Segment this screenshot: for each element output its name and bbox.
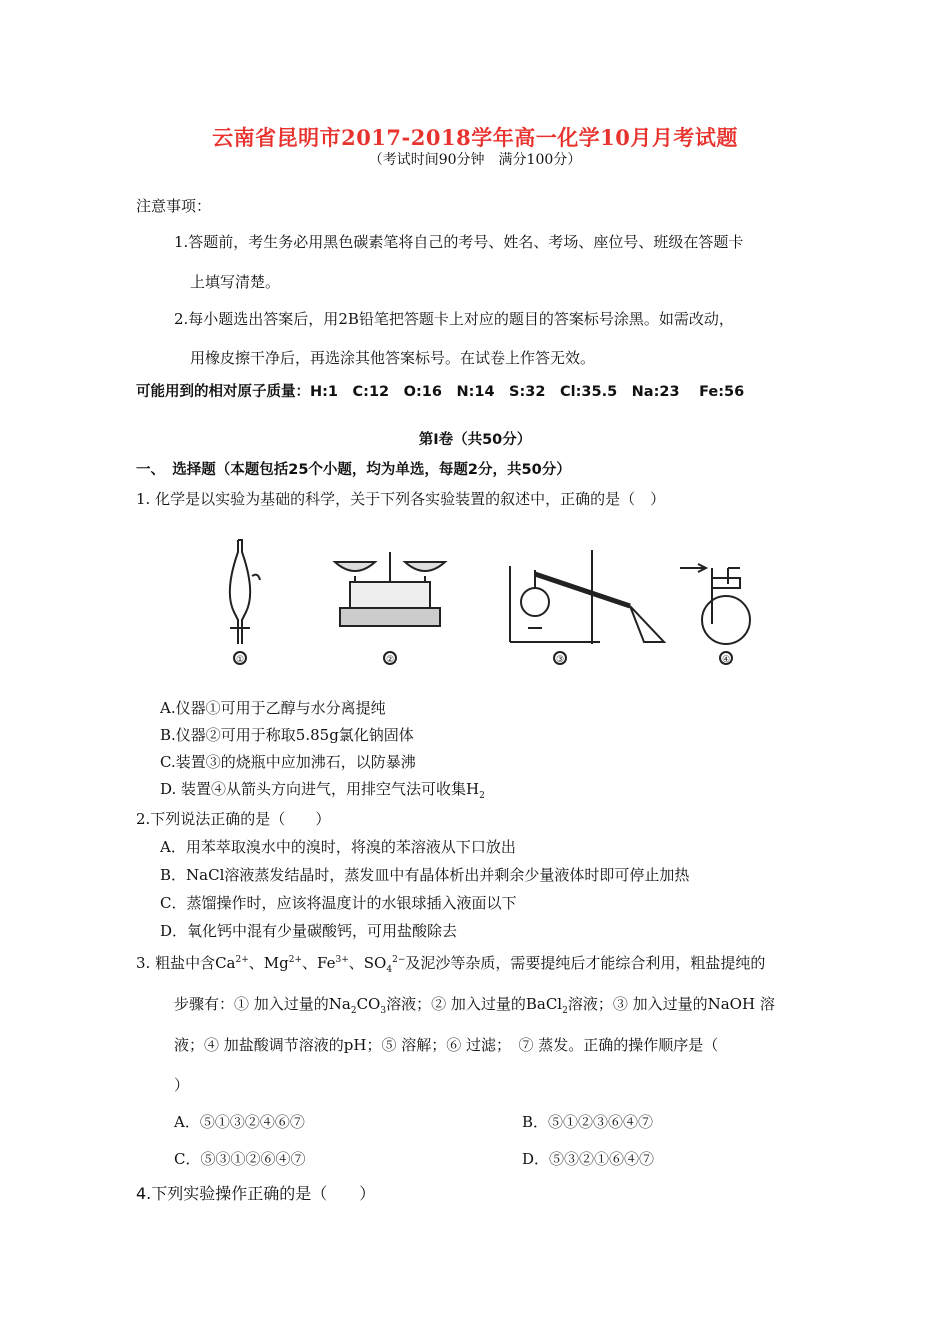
- q3-text: 溶液；② 加入过量的BaCl: [386, 995, 563, 1013]
- q3-option-b: B．⑤①②③⑥④⑦: [522, 1113, 654, 1131]
- ion-charge: 2−: [392, 955, 406, 965]
- q3-text: 溶液；③ 加入过量的NaOH 溶: [567, 995, 775, 1013]
- q3-text: 及泥沙等杂质，需要提纯后才能综合利用，粗盐提纯的: [405, 954, 766, 972]
- question-2-stem: 2.下列说法正确的是（ ）: [136, 810, 331, 828]
- figure-label-3: ③: [556, 655, 565, 665]
- q3-text: 步骤有：① 加入过量的Na: [174, 995, 351, 1013]
- atomic-mass-line: 可能用到的相对原子质量：H:1 C:12 O:16 N:14 S:32 Cl:35.5 Na:23 Fe:56: [136, 384, 745, 400]
- q1-option-c: C.装置③的烧瓶中应加沸石，以防暴沸: [160, 753, 416, 771]
- h2-subscript: 2: [479, 791, 485, 801]
- ion-charge: 3+: [335, 955, 349, 965]
- notice-item-1: 1.答题前，考生务必用黑色碳素笔将自己的考号、姓名、考场、座位号、班级在答题卡: [174, 233, 744, 251]
- exam-info: （考试时间90分钟 满分100分）: [368, 152, 582, 168]
- notice-item-1-cont: 上填写清楚。: [190, 273, 281, 291]
- q2-option-c: C．蒸馏操作时，应该将温度计的水银球插入液面以下: [160, 894, 517, 912]
- distillation-apparatus-icon: [510, 550, 664, 664]
- part-title: 一、 选择题（本题包括25个小题，均为单选，每题2分，共50分）: [136, 462, 571, 478]
- subscript: 2: [350, 1006, 357, 1016]
- q2-option-a: A．用苯萃取溴水中的溴时，将溴的苯溶液从下口放出: [160, 838, 516, 856]
- gas-collection-flask-icon: [680, 564, 750, 664]
- ion-charge: 2+: [235, 955, 249, 965]
- q3-text: 、Mg: [248, 954, 289, 972]
- q3-text: 、SO: [348, 954, 387, 972]
- q3-option-d: D．⑤③②①⑥④⑦: [522, 1150, 655, 1168]
- question-4-stem: 4.下列实验操作正确的是（ ）: [136, 1184, 376, 1203]
- question-3-stem: [136, 952, 765, 975]
- q2-option-b: B．NaCl溶液蒸发结晶时，蒸发皿中有晶体析出并剩余少量液体时即可停止加热: [160, 866, 690, 884]
- ion-charge: 2+: [288, 955, 303, 965]
- question-3-line-4: ）: [174, 1076, 190, 1094]
- subscript: 3: [380, 1006, 387, 1016]
- question-3-line-3: 液；④ 加盐酸调节溶液的pH；⑤ 溶解；⑥ 过滤； ⑦ 蒸发。正确的操作顺序是（: [174, 1036, 719, 1054]
- q3-text: CO: [356, 995, 381, 1013]
- q1-option-d-text: D. 装置④从箭头方向进气，用排空气法可收集H: [160, 780, 480, 798]
- figure-label-1: ①: [236, 655, 245, 665]
- q1-option-b: B.仪器②可用于称取5.85g氯化钠固体: [160, 726, 414, 744]
- q3-text: 3. 粗盐中含Ca: [136, 954, 236, 972]
- balance-icon: [335, 552, 445, 664]
- figure-label-2: ②: [386, 655, 395, 665]
- q2-option-d: D．氧化钙中混有少量碳酸钙，可用盐酸除去: [160, 922, 458, 940]
- page-title: 云南省昆明市2017-2018学年高一化学10月月考试题: [212, 125, 738, 150]
- question-1-stem: 1. 化学是以实验为基础的科学，关于下列各实验装置的叙述中，正确的是（ ）: [136, 490, 666, 508]
- notice-item-2: 2.每小题选出答案后，用2B铅笔把答题卡上对应的题目的答案标号涂黑。如需改动，: [174, 310, 734, 328]
- notice-item-2-cont: 用橡皮擦干净后，再选涂其他答案标号。在试卷上作答无效。: [190, 349, 596, 367]
- notice-heading: 注意事项：: [136, 197, 212, 215]
- question-3-line-2: [174, 993, 775, 1016]
- subscript: 4: [386, 965, 393, 975]
- q1-option-d: [160, 778, 485, 801]
- volume-title: 第Ⅰ卷（共50分）: [418, 432, 532, 448]
- apparatus-figure: [200, 532, 780, 672]
- q1-option-a: A.仪器①可用于乙醇与水分离提纯: [160, 699, 386, 717]
- subscript: 2: [562, 1006, 568, 1016]
- figure-label-4: ④: [722, 655, 731, 665]
- q3-option-a: A．⑤①③②④⑥⑦: [174, 1113, 305, 1131]
- separatory-funnel-icon: [230, 540, 260, 664]
- q3-text: 、Fe: [302, 954, 336, 972]
- q3-option-c: C．⑤③①②⑥④⑦: [174, 1150, 306, 1168]
